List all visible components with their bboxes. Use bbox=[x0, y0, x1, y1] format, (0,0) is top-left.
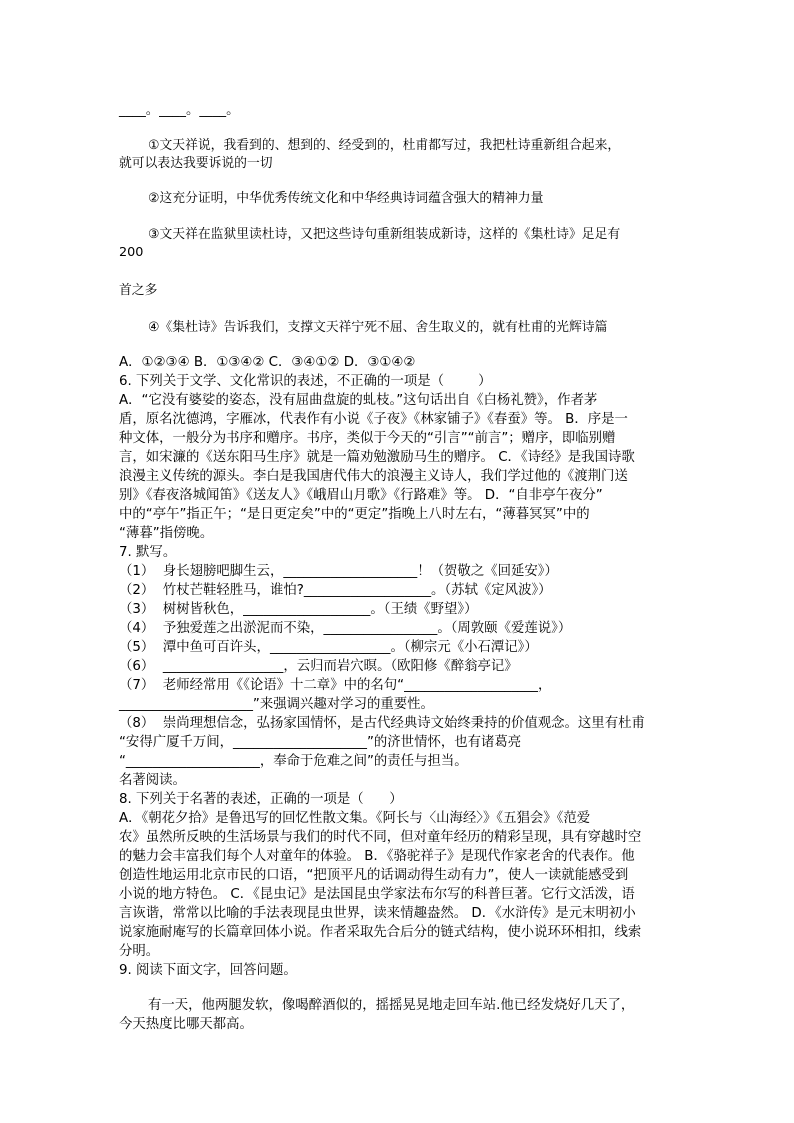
q7-item: （2） 竹杖芒鞋轻胜马，谁怕?___________________。（苏轼《定风波》） bbox=[119, 583, 552, 598]
q8-line: 农》虽然所反映的生活场景与我们的时代不同，但对童年经历的精彩呈现，具有穿越时空 bbox=[119, 830, 642, 845]
statement-3-line-3: 首之多 bbox=[119, 283, 158, 298]
statement-3-line-1: ③文天祥在监狱里读杜诗，又把这些诗句重新组装成新诗，这样的《集杜诗》足足有 bbox=[148, 227, 621, 242]
q8-line: 说家施耐庵写的长篇章回体小说。作者采取先合后分的链式结构，使小说环环相扣，线索 bbox=[119, 925, 642, 940]
q9-passage-line: 今天热度比哪天都高。 bbox=[119, 1017, 253, 1032]
statement-3-line-2: 200 bbox=[119, 245, 144, 260]
q6-line: 言，如宋濂的《送东阳马生序》就是一篇劝勉激励马生的赠序。 C．《诗经》是我国诗歌 bbox=[119, 450, 635, 465]
q6-line: 别》《春夜洛城闻笛》《送友人》《峨眉山月歌》《行路难》等。 D．“自非亭午夜分” bbox=[119, 488, 603, 503]
q7-item: ____________________”来强调兴趣对学习的重要性。 bbox=[119, 697, 434, 712]
q9-passage-line: 有一天，他两腿发软，像喝醉酒似的，摇摇晃晃地走回车站.他已经发烧好几天了， bbox=[148, 998, 635, 1013]
section-title: 名著阅读。 bbox=[119, 773, 186, 788]
q6-stem: 6. 下列关于文学、文化常识的表述，不正确的一项是（ ） bbox=[119, 374, 492, 389]
q7-item: （3） 树树皆秋色，___________________。（王绩《野望》） bbox=[119, 602, 478, 617]
q8-line: 分明。 bbox=[119, 944, 160, 959]
q8-line: A．《朝花夕拾》是鲁迅写的回忆性散文集。《阿长与〈山海经〉》《五猖会》《范爱 bbox=[119, 811, 591, 826]
statement-1-line-2: 就可以表达我要诉说的一切 bbox=[119, 156, 273, 171]
q7-item: “____________________，奉命于危难之间”的责任与担当。 bbox=[119, 754, 468, 769]
q8-line: 创造性地运用北京市民的口语，“把顶平凡的话调动得生动有力”，使人一读就能感受到 bbox=[119, 868, 629, 883]
q6-line: 种文体，一般分为书序和赠序。书序，类似于今天的“引言”“前言”；赠序，即临别赠 bbox=[119, 431, 616, 446]
q7-item: （8） 崇尚理想信念，弘扬家国情怀，是古代经典诗文始终秉持的价值观念。这里有杜甫 bbox=[119, 716, 645, 731]
statement-2: ②这充分证明，中华优秀传统文化和中华经典诗词蕴含强大的精神力量 bbox=[148, 191, 544, 206]
statement-1-line-1: ①文天祥说，我看到的、想到的、经受到的，杜甫都写过，我把杜诗重新组合起来， bbox=[148, 138, 621, 153]
q8-line: 小说的地方特色。 C．《昆虫记》是法国昆虫学家法布尔写的科普巨著。它行文活泼，语 bbox=[119, 887, 635, 902]
q6-line: 盾，原名沈德鸿，字雁冰，代表作有小说《子夜》《林家铺子》《春蚕》等。 B．序是一 bbox=[119, 412, 628, 427]
q9-stem: 9. 阅读下面文字，回答问题。 bbox=[119, 963, 297, 978]
q6-line: 中的“亭午”指正午；“是日更定矣”中的“更定”指晚上八时左右，“薄暮冥冥”中的 bbox=[119, 507, 590, 522]
q7-item: （4） 予独爱莲之出淤泥而不染，_________________。（周敦颐《爱莲说》） bbox=[119, 621, 572, 636]
q8-line: 的魅力会丰富我们每个人对童年的体验。 B．《骆驼祥子》是现代作家老舍的代表作。他 bbox=[119, 849, 635, 864]
q5-options: A．①②③④ B．①③④② C．③④①② D．③①④② bbox=[119, 355, 416, 370]
q7-item: （5） 潭中鱼可百许头，__________________。（柳宗元《小石潭记》） bbox=[119, 640, 538, 655]
q6-line: 浪漫主义传统的源头。李白是我国唐代伟大的浪漫主义诗人，我们学过他的《渡荆门送 bbox=[119, 469, 628, 484]
q7-item: （1） 身长翅膀吧脚生云，____________________！（贺敬之《回延安》） bbox=[119, 564, 558, 579]
q7-item: “安得广厦千万间，____________________”的济世情怀，也有诸葛亮 bbox=[119, 735, 522, 750]
answer-blanks: ____。____。____。 bbox=[119, 103, 240, 118]
q6-line: “薄暮”指傍晚。 bbox=[119, 526, 214, 541]
q8-line: 言诙谐，常常以比喻的手法表现昆虫世界，读来情趣盎然。 D．《水浒传》是元末明初小 bbox=[119, 906, 636, 921]
q8-stem: 8. 下列关于名著的表述，正确的一项是（ ） bbox=[119, 792, 403, 807]
q7-stem: 7. 默写。 bbox=[119, 545, 177, 560]
statement-4: ④《集杜诗》告诉我们，支撑文天祥宁死不屈、舍生取义的，就有杜甫的光辉诗篇 bbox=[148, 320, 608, 335]
q7-item: （7） 老师经常用《《论语》十二章》中的名句“____________________， bbox=[119, 678, 552, 693]
q7-item: （6） __________________，云归而岩穴暝。（欧阳修《醉翁亭记》 bbox=[119, 659, 518, 674]
q6-line: A．“它没有婆娑的姿态，没有屈曲盘旋的虬枝。”这句话出自《白杨礼赞》，作者茅 bbox=[119, 393, 598, 408]
